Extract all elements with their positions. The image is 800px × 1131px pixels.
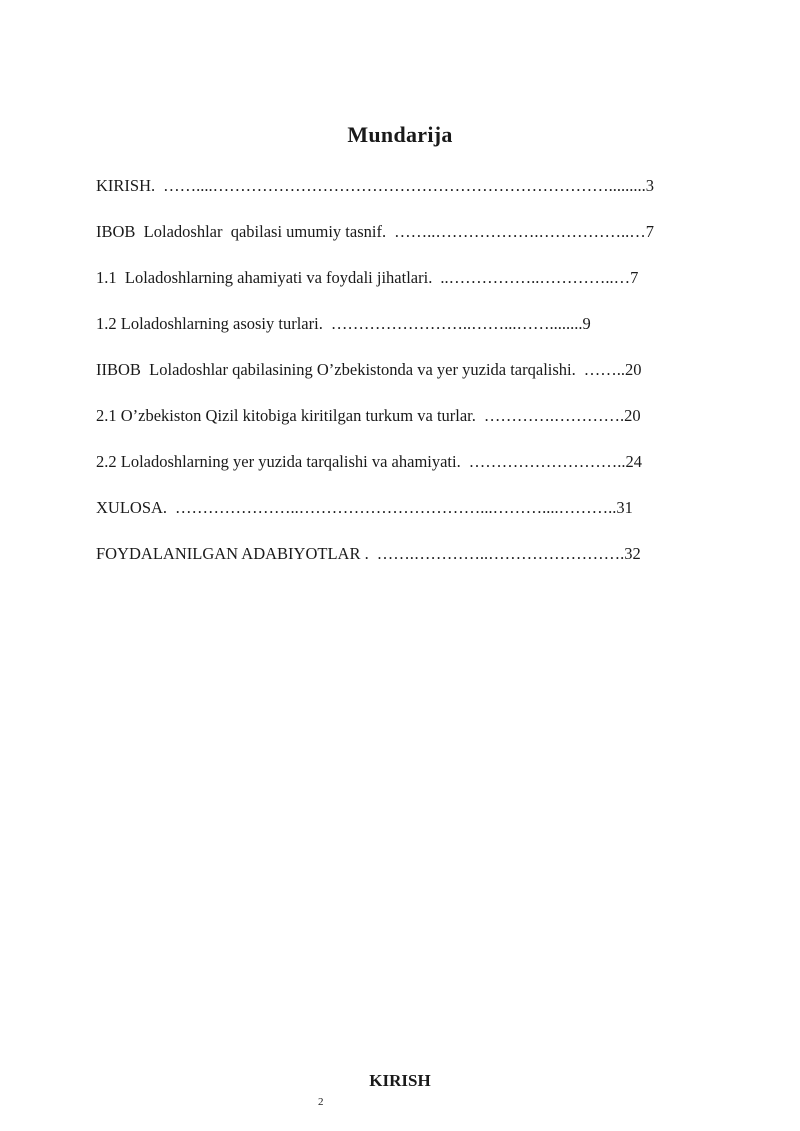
page-number: 2 (318, 1096, 324, 1108)
toc-item-section-2-2 (96, 448, 720, 476)
toc-entry-label: XULOSA. (96, 498, 168, 517)
toc-entry-label: IBOB Loladoshlar qabilasi umumiy tasnif. (96, 222, 387, 241)
toc-leader-page: ……………………..……...……........9 (330, 314, 591, 333)
toc-item-section-1-2 (96, 310, 720, 338)
next-section-heading: KIRISH (369, 1071, 431, 1090)
table-of-contents (96, 172, 720, 586)
toc-leader-page: ……..20 (583, 360, 642, 379)
toc-item-section-1-1 (96, 264, 720, 292)
toc-leader-page: …….…………..…………………….32 (376, 544, 641, 563)
toc-leader-page: ………………………..24 (468, 452, 642, 471)
toc-entry-label: 2.1 O’zbekiston Qizil kitobiga kiritilgan turkum va turlar. (96, 406, 476, 425)
toc-entry-label: IIBOB Loladoshlar qabilasining O’zbekistonda va yer yuzida tarqalishi. (96, 360, 576, 379)
toc-entry-label: KIRISH. (96, 176, 156, 195)
page-title: Mundarija (347, 122, 453, 147)
toc-leader-page: …………………..……………………………...………....………..31 (175, 498, 633, 517)
toc-item-kirish (96, 172, 720, 200)
toc-item-section-2-1 (96, 402, 720, 430)
toc-item-chapter-1 (96, 218, 720, 246)
toc-item-xulosa (96, 494, 720, 522)
toc-entry-label: 2.2 Loladoshlarning yer yuzida tarqalishi va ahamiyati. (96, 452, 461, 471)
toc-entry-label: 1.1 Loladoshlarning ahamiyati va foydali jihatlari. (96, 268, 433, 287)
toc-leader-page: ……..……………….……………..…7 (394, 222, 654, 241)
toc-leader-page: ………….………….20 (483, 406, 641, 425)
toc-item-adabiyotlar (96, 540, 720, 568)
toc-leader-page: ..……………..…………..…7 (440, 268, 639, 287)
toc-item-chapter-2 (96, 356, 720, 384)
toc-entry-label: 1.2 Loladoshlarning asosiy turlari. (96, 314, 323, 333)
toc-entry-label: FOYDALANILGAN ADABIYOTLAR . (96, 544, 369, 563)
toc-leader-page: ……....……………………………………………………………….........3 (163, 176, 655, 195)
